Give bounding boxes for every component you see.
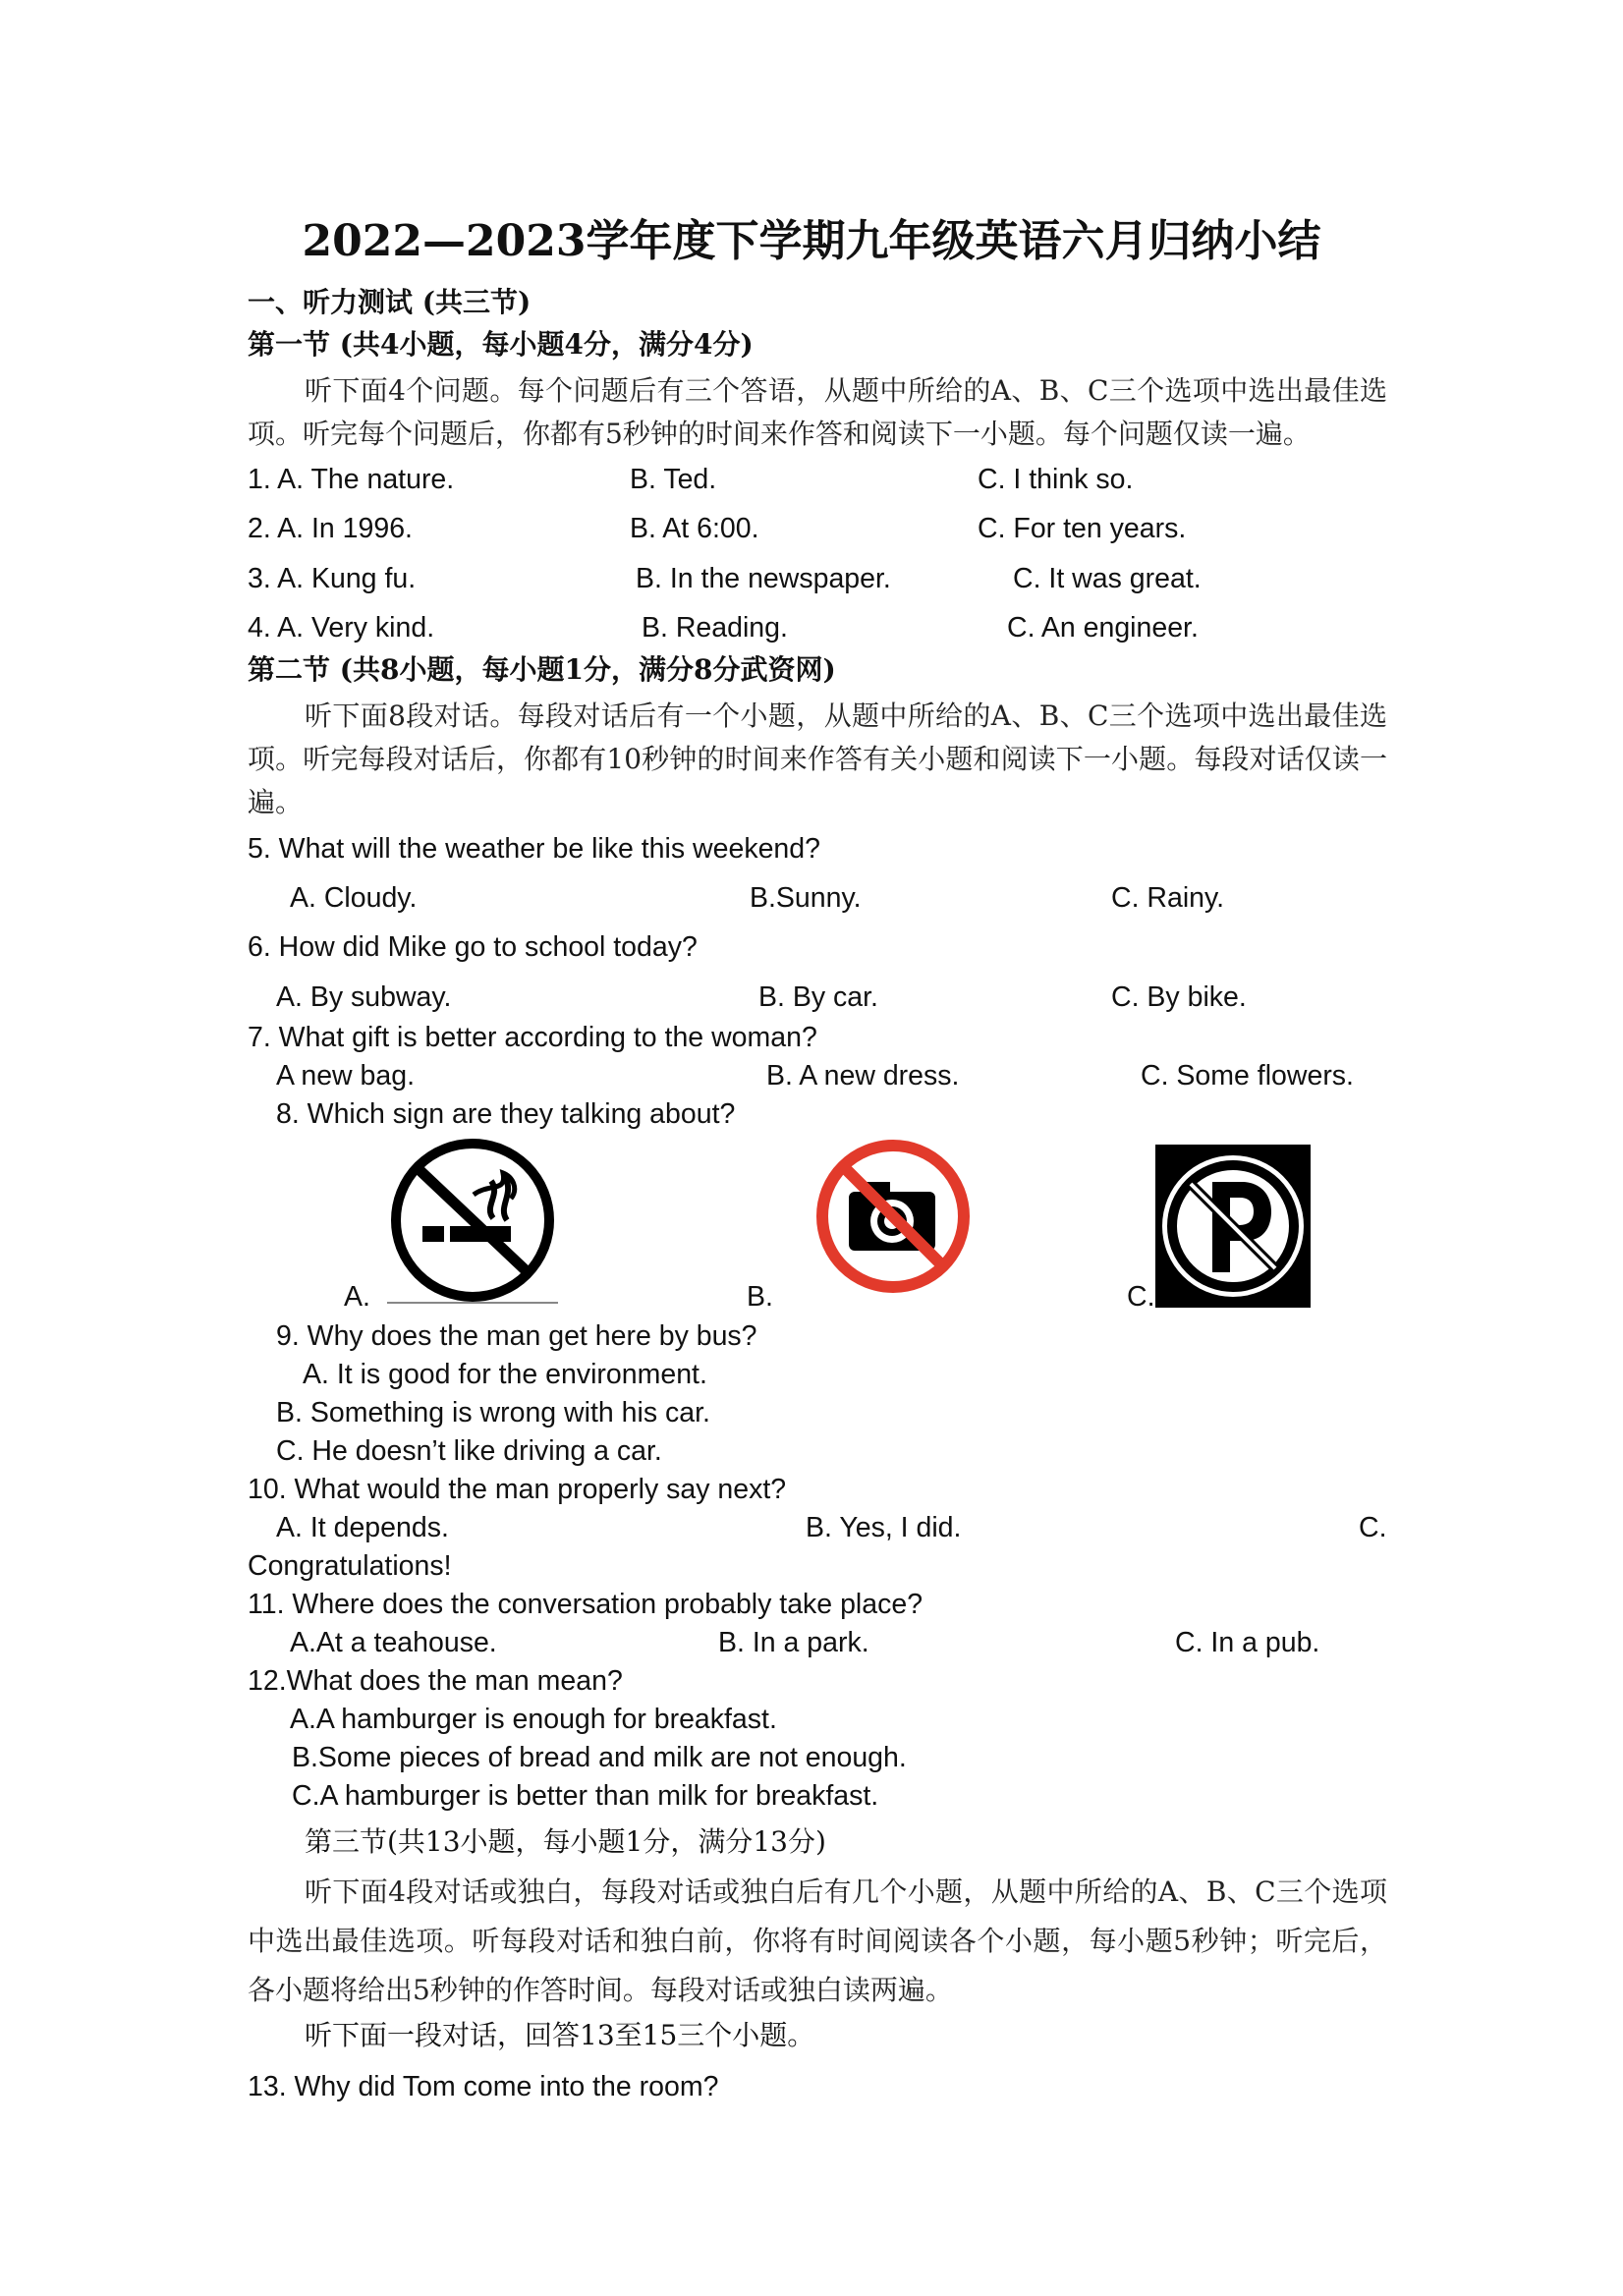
q5-stem: 5. What will the weather be like this weekend?	[248, 833, 820, 865]
q9-option-a: A. It is good for the environment.	[303, 1359, 707, 1390]
q7-option-a: A new bag.	[276, 1060, 416, 1092]
q9-option-c: C. He doesn’t like driving a car.	[276, 1435, 662, 1467]
q12-option-b: B.Some pieces of bread and milk are not enough.	[292, 1742, 907, 1773]
q5-option-a: A. Cloudy.	[290, 882, 418, 914]
q11-stem: 11. Where does the conversation probably take place?	[248, 1589, 923, 1620]
q11-option-a: A.At a teahouse.	[290, 1627, 497, 1658]
q1-option-c: C. I think so.	[978, 464, 1134, 495]
no-camera-sign-icon	[813, 1137, 973, 1296]
q4-option-a: 4. A. Very kind.	[248, 612, 435, 644]
section3-instructions-text: 听下面4段对话或独白，每段对话或独白后有几个小题，从题中所给的A、B、C三个选项中选出最佳选项。听每段对话和独白前，你将有时间阅读各个小题，每小题5秒钟；听完后，各小题将给出5秒钟的作答时间。每段对话或独白读两遍。	[248, 1876, 1387, 2006]
q7-option-c: C. Some flowers.	[1141, 1060, 1354, 1092]
section2-instructions-text: 听下面8段对话。每段对话后有一个小题，从题中所给的A、B、C三个选项中选出最佳选项。听完每段对话后，你都有10秒钟的时间来作答有关小题和阅读下一小题。每段对话仅读一遍。	[248, 700, 1387, 818]
section2-instructions	[248, 695, 1387, 824]
q12-option-a: A.A hamburger is enough for breakfast.	[290, 1704, 777, 1735]
q6-stem: 6. How did Mike go to school today?	[248, 931, 698, 963]
q6-option-a: A. By subway.	[276, 981, 452, 1013]
q3-option-c: C. It was great.	[1013, 563, 1202, 594]
q8-label-c: C.	[1127, 1281, 1155, 1313]
q13-stem: 13. Why did Tom come into the room?	[248, 2071, 719, 2102]
q3-option-a: 3. A. Kung fu.	[248, 563, 417, 594]
section1-instructions-text: 听下面4个问题。每个问题后有三个答语，从题中所给的A、B、C三个选项中选出最佳选项。听完每个问题后，你都有5秒钟的时间来作答和阅读下一小题。每个问题仅读一遍。	[248, 374, 1387, 450]
q2-option-c: C. For ten years.	[978, 513, 1187, 544]
part1-heading: 一、听力测试 (共三节)	[248, 286, 532, 318]
q6-option-c: C. By bike.	[1111, 981, 1247, 1013]
q3-option-b: B. In the newspaper.	[636, 563, 891, 594]
section3-subinstruction: 听下面一段对话，回答13至15三个小题。	[305, 2019, 815, 2051]
no-smoking-sign-icon	[385, 1138, 560, 1307]
section1-heading: 第一节 (共4小题，每小题4分，满分4分)	[248, 328, 754, 361]
q1-option-a: 1. A. The nature.	[248, 464, 455, 495]
q5-option-b: B.Sunny.	[750, 882, 862, 914]
section3-heading: 第三节(共13小题，每小题1分，满分13分)	[305, 1825, 826, 1858]
q8-label-a: A.	[344, 1281, 370, 1313]
q12-stem: 12.What does the man mean?	[248, 1665, 623, 1697]
q10-option-c-text: Congratulations!	[248, 1550, 452, 1582]
q9-stem: 9. Why does the man get here by bus?	[276, 1320, 757, 1352]
section2-heading: 第二节 (共8小题，每小题1分，满分8分武资网)	[248, 653, 836, 686]
q10-option-b: B. Yes, I did.	[806, 1512, 962, 1543]
q8-label-b: B.	[747, 1281, 773, 1313]
q12-option-c: C.A hamburger is better than milk for breakfast.	[292, 1780, 879, 1812]
q7-stem: 7. What gift is better according to the woman?	[248, 1022, 817, 1053]
q1-option-b: B. Ted.	[630, 464, 717, 495]
section1-instructions	[248, 369, 1387, 456]
q4-option-c: C. An engineer.	[1007, 612, 1199, 644]
q7-option-b: B. A new dress.	[766, 1060, 960, 1092]
q10-stem: 10. What would the man properly say next?	[248, 1474, 787, 1505]
q10-option-a: A. It depends.	[276, 1512, 449, 1543]
q2-option-b: B. At 6:00.	[630, 513, 759, 544]
page-title: 2022—2023学年度下学期九年级英语六月归纳小结	[302, 216, 1321, 266]
q2-option-a: 2. A. In 1996.	[248, 513, 413, 544]
q9-option-b: B. Something is wrong with his car.	[276, 1397, 710, 1428]
q10-option-c-label: C.	[1359, 1512, 1387, 1543]
q5-option-c: C. Rainy.	[1111, 882, 1225, 914]
q11-option-b: B. In a park.	[718, 1627, 869, 1658]
q8-stem: 8. Which sign are they talking about?	[276, 1098, 736, 1130]
q6-option-b: B. By car.	[758, 981, 878, 1013]
q4-option-b: B. Reading.	[642, 612, 788, 644]
q11-option-c: C. In a pub.	[1175, 1627, 1320, 1658]
no-parking-sign-icon	[1155, 1145, 1311, 1308]
section3-instructions	[248, 1868, 1387, 2015]
